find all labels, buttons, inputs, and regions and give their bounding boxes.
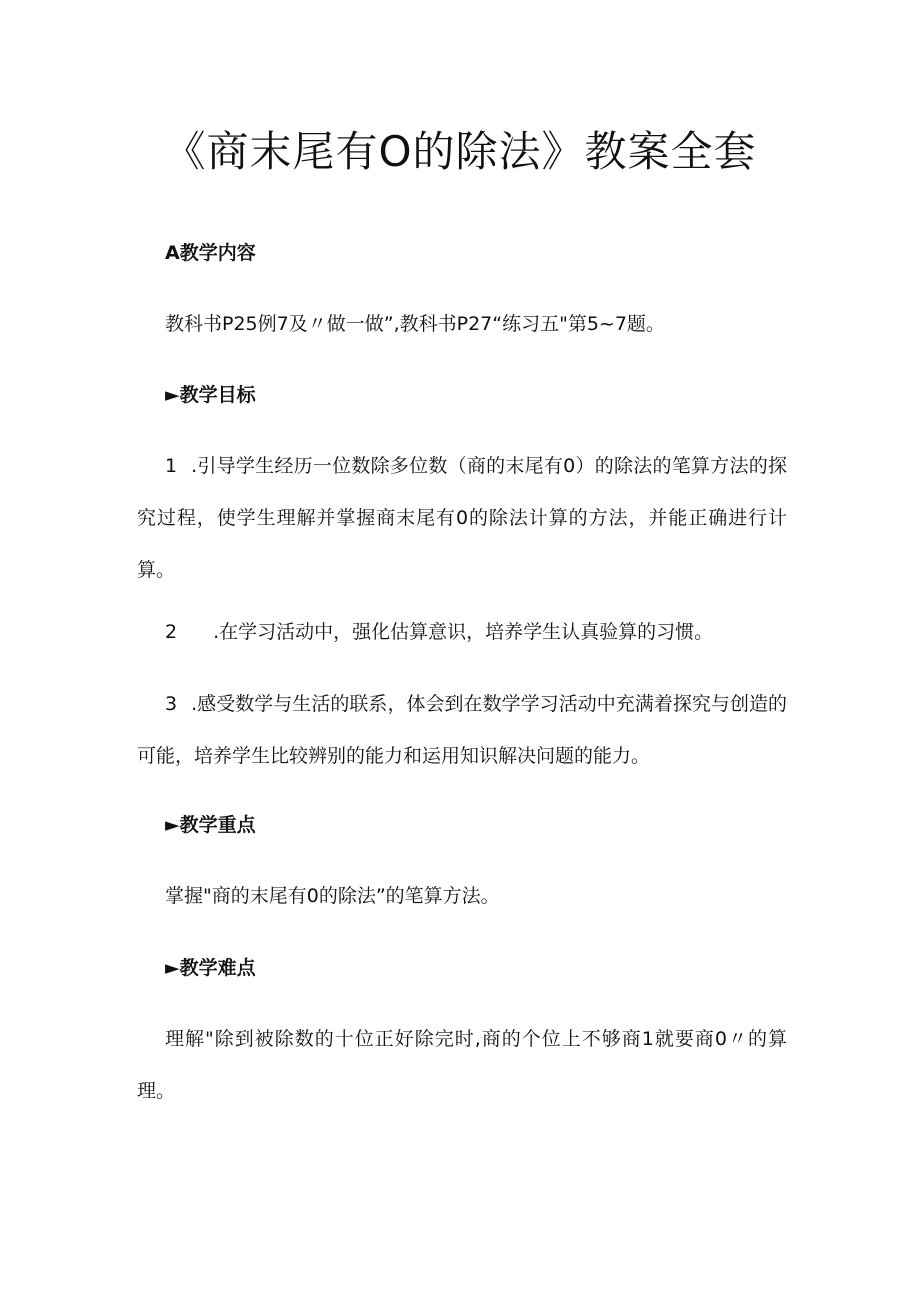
objective-item-1 (137, 440, 787, 596)
objective-number: 2 (165, 621, 178, 643)
objective-item-2 (137, 606, 787, 658)
section-heading-difficulties: ►教学难点 (165, 957, 256, 979)
key-point-paragraph: 掌握"商的末尾有0的除法”的笔算方法。 (165, 885, 500, 907)
objective-number: 3 (165, 693, 178, 715)
objective-text: .引导学生经历一位数除多位数（商的末尾有0）的除法的笔算方法的探究过程，使学生理解并掌握商末尾有0的除法计算的方法，并能正确进行计算。 (137, 455, 787, 581)
difficulty-paragraph: 理解"除到被除数的十位正好除完时,商的个位上不够商1就要商0〃的算理。 (137, 1028, 787, 1102)
content-paragraph: 教科书P25例7及〃做一做”,教科书P27“练习五"第5~7题。 (165, 313, 665, 335)
document-title: 《商末尾有O的除法》教案全套 (163, 127, 757, 176)
section-heading-objectives: ►教学目标 (165, 384, 256, 406)
objective-text: .在学习活动中，强化估算意识，培养学生认真验算的习惯。 (213, 621, 714, 643)
objective-number: 1 (165, 455, 178, 477)
section-heading-key-points: ►教学重点 (165, 814, 256, 836)
objective-text: .感受数学与生活的联系，体会到在数学学习活动中充满着探究与创造的可能，培养学生比较辨别的能力和运用知识解决问题的能力。 (137, 693, 787, 767)
objective-item-3 (137, 678, 787, 782)
section-heading-content: A教学内容 (165, 242, 256, 264)
